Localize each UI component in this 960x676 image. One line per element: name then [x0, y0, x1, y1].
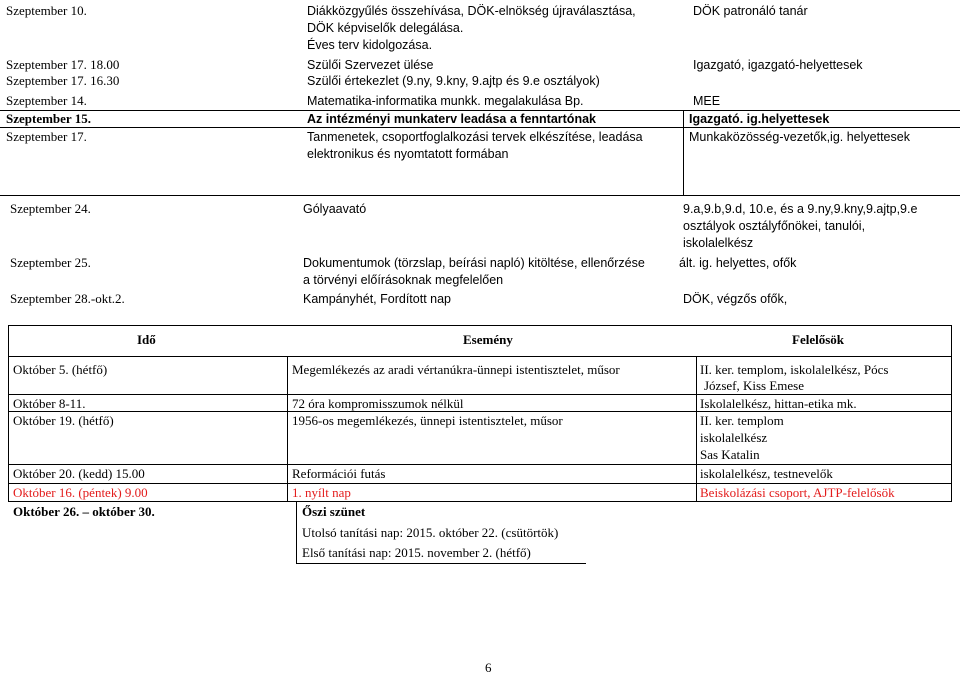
event-cell: Kampányhét, Fordított nap — [303, 292, 452, 306]
column-divider — [683, 111, 684, 195]
event-cell: 1956-os megemlékezés, ünnepi istentisztelet, műsor — [292, 413, 563, 428]
header-time: Idő — [137, 332, 156, 347]
responsible-cell: Iskolalelkész, hittan-etika mk. — [700, 396, 857, 411]
row-divider — [8, 501, 952, 502]
header-divider — [8, 356, 952, 357]
table-border-left — [8, 357, 9, 502]
date-cell: Szeptember 28.-okt.2. — [10, 291, 125, 306]
event-cell-line: a törvényi előírásoknak megfelelően — [303, 273, 504, 287]
date-cell: Október 5. (hétfő) — [13, 362, 108, 377]
responsible-cell: Igazgató. ig.helyettesek — [689, 112, 830, 126]
event-cell: Őszi szünet — [302, 504, 366, 519]
event-cell-line: DÖK képviselők delegálása. — [307, 21, 464, 35]
responsible-cell: II. ker. templom, iskolalelkész, Pócs — [700, 362, 889, 377]
header-event: Esemény — [463, 332, 513, 347]
event-cell: Reformációi futás — [292, 466, 386, 481]
row-divider — [8, 464, 952, 465]
date-cell: Október 19. (hétfő) — [13, 413, 114, 428]
responsible-cell: ált. ig. helyettes, ofők — [679, 256, 797, 270]
date-cell-line: Szeptember 17. 16.30 — [6, 73, 120, 88]
date-cell: Szeptember 14. — [6, 93, 87, 108]
event-cell: 72 óra kompromisszumok nélkül — [292, 396, 464, 411]
date-cell: Október 8-11. — [13, 396, 86, 411]
event-cell: Gólyaavató — [303, 202, 367, 216]
responsible-cell: 9.a,9.b,9.d, 10.e, és a 9.ny,9.kny,9.ajtp,9.e — [683, 202, 918, 216]
event-cell: Megemlékezés az aradi vértanúkra-ünnepi istentisztelet, műsor — [292, 362, 620, 377]
note-first-school-day: Első tanítási nap: 2015. november 2. (hétfő) — [302, 545, 531, 560]
row-divider — [8, 411, 952, 412]
row-divider — [0, 195, 960, 196]
responsible-cell: DÖK patronáló tanár — [693, 4, 808, 18]
date-cell: Október 26. – október 30. — [13, 504, 155, 519]
responsible-cell-highlight: Beiskolázási csoport, AJTP-felelősök — [700, 485, 895, 500]
date-cell: Szeptember 25. — [10, 255, 91, 270]
page-number: 6 — [485, 660, 492, 675]
event-cell: Diákközgyűlés összehívása, DÖK-elnökség újraválasztása, — [307, 4, 636, 18]
note-last-school-day: Utolsó tanítási nap: 2015. október 22. (csütörtök) — [302, 525, 559, 540]
table-border-right — [951, 325, 952, 357]
table-border-left — [8, 325, 9, 357]
date-cell: Szeptember 17. 18.00 — [6, 57, 120, 72]
event-cell: Az intézményi munkaterv leadása a fenntartónak — [307, 112, 596, 126]
date-cell: Szeptember 24. — [10, 201, 91, 216]
responsible-cell: Igazgató, igazgató-helyettesek — [693, 58, 863, 72]
date-cell-highlight: Október 16. (péntek) 9.00 — [13, 485, 148, 500]
event-cell: Tanmenetek, csoportfoglalkozási tervek elkészítése, leadása — [307, 130, 643, 144]
column-divider — [287, 357, 288, 502]
responsible-cell: Munkaközösség-vezetők,ig. helyettesek — [689, 130, 910, 144]
responsible-cell: DÖK, végzős ofők, — [683, 292, 788, 306]
date-cell: Szeptember 17. — [6, 129, 87, 144]
table-border-top — [8, 325, 952, 326]
responsible-cell: MEE — [693, 94, 721, 108]
header-responsible: Felelősök — [792, 332, 844, 347]
row-divider — [8, 483, 952, 484]
event-cell: Szülői Szervezet ülése — [307, 58, 434, 72]
event-cell-line: Éves terv kidolgozása. — [307, 38, 433, 52]
date-cell: Szeptember 15. — [6, 111, 91, 126]
responsible-cell: iskolalelkész, testnevelők — [700, 466, 833, 481]
event-cell-line: Szülői értekezlet (9.ny, 9.kny, 9.ajtp és 9.e osztályok) — [307, 74, 600, 88]
responsible-cell-line: osztályok osztályfőnökei, tanulói, — [683, 219, 866, 233]
responsible-cell-line: iskolalelkész — [683, 236, 754, 250]
break-box-border — [296, 502, 297, 564]
responsible-cell: II. ker. templom — [700, 413, 784, 428]
event-cell: Dokumentumok (törzslap, beírási napló) kitöltése, ellenőrzése — [303, 256, 645, 270]
event-cell-line: elektronikus és nyomtatott formában — [307, 147, 509, 161]
responsible-cell-line: Sas Katalin — [700, 447, 760, 462]
date-cell: Szeptember 10. — [6, 3, 87, 18]
row-divider — [8, 394, 952, 395]
table-border-right — [951, 357, 952, 502]
responsible-cell-line: József, Kiss Emese — [704, 378, 805, 393]
break-box-border — [296, 563, 586, 564]
column-divider — [696, 357, 697, 502]
row-divider — [0, 127, 960, 128]
event-cell: Matematika-informatika munkk. megalakulása Bp. — [307, 94, 584, 108]
date-cell: Október 20. (kedd) 15.00 — [13, 466, 145, 481]
responsible-cell-line: iskolalelkész — [700, 430, 768, 445]
event-cell-highlight: 1. nyílt nap — [292, 485, 351, 500]
